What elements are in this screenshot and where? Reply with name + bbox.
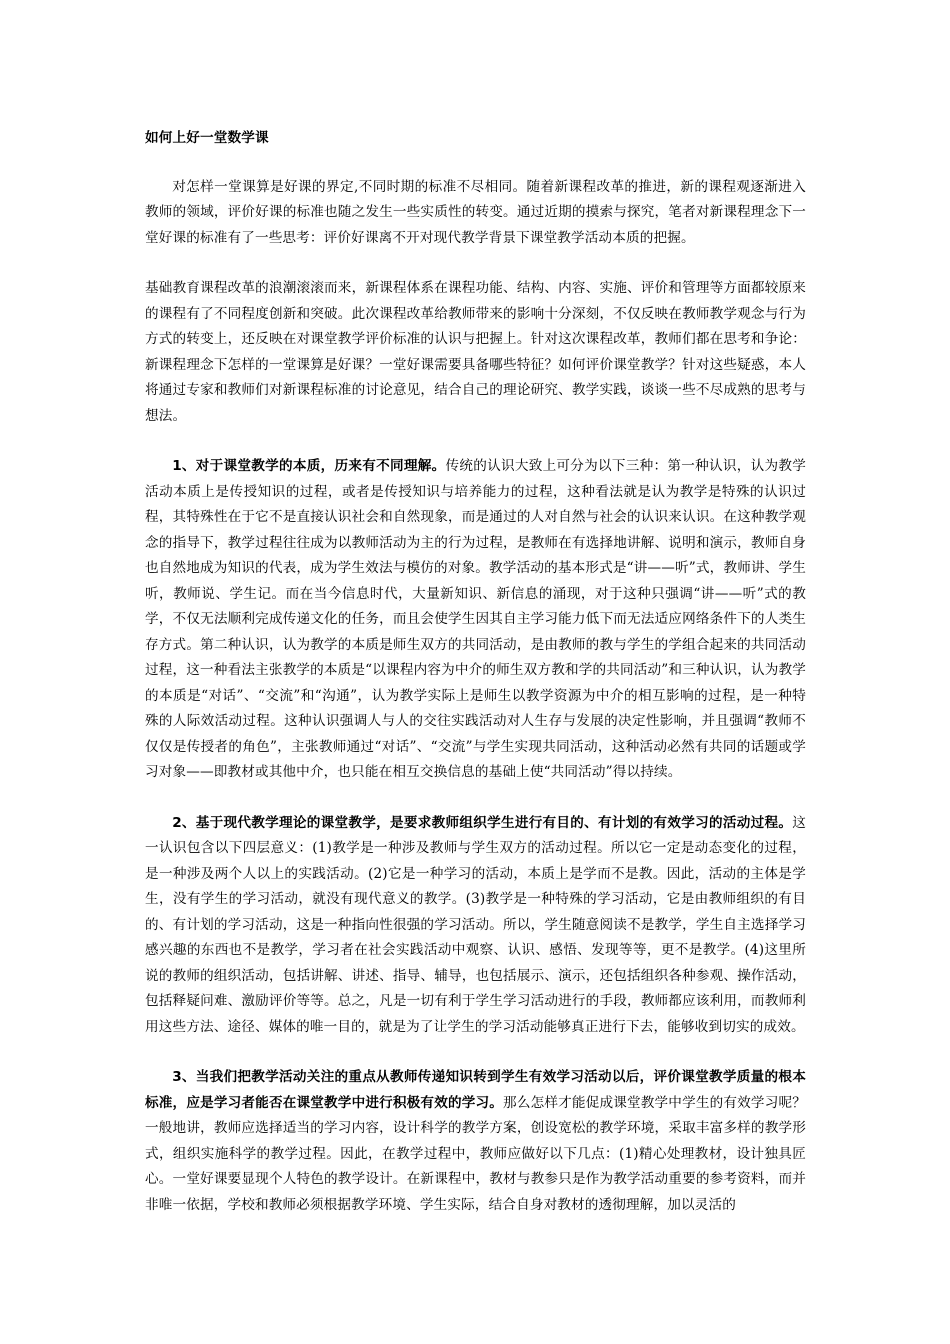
section-2-paragraph (145, 811, 806, 1041)
intro-paragraph: 对怎样一堂课算是好课的界定,不同时期的标准不尽相同。随着新课程改革的推进，新的课程观逐渐进入教师的领域，评价好课的标准也随之发生一些实质性的转变。通过近期的摸索与探究，笔者对新课程理念下一堂好课的标准有了一些思考：评价好课离不开对现代教学背景下课堂教学活动本质的把握。 (145, 178, 806, 246)
section-3-paragraph (145, 1065, 806, 1218)
section-3-body: 那么怎样才能促成课堂教学中学生的有效学习呢？一般地讲，教师应选择适当的学习内容，设计科学的教学方案，创设宽松的教学环境，采取丰富多样的教学形式，组织实施科学的教学过程。因此，在教学过程中，教师应做好以下几点：(1)精心处理教材，设计独具匠心。一堂好课要显现个人特色的教学设计。在新课程中，教材与教参只是作为教学活动重要的参考资料，而并非唯一依据，学校和教师必须根据教学环境、学生实际，结合自身对教材的透彻理解，加以灵活的 (145, 1094, 806, 1213)
section-3-lead: 3、当我们把教学活动关注的重点从教师传递知识转到学生有效学习活动以后，评价课堂教学质量的根本标准，应是学习者能否在课堂教学中进行积极有效的学习。 (145, 1069, 806, 1111)
section-2-lead: 2、基于现代教学理论的课堂教学，是要求教师组织学生进行有目的、有计划的有效学习的活动过程。 (172, 814, 793, 831)
section-1-body: 传统的认识大致上可分为以下三种：第一种认识，认为教学活动本质上是传授知识的过程，或者是传授知识与培养能力的过程，这种看法就是认为教学是特殊的认识过程，其特殊性在于它不是直接认识社会和自然现象，而是通过的人对自然与社会的认识来认识。在这种教学观念的指导下，教学过程往往成为以教师活动为主的行为过程，是教师在有选择地讲解、说明和演示，教师自身也自然地成为知识的代表，成为学生效法与模仿的对象。教学活动的基本形式是“讲——听”式，教师讲、学生听，教师说、学生记。而在当今信息时代，大量新知识、新信息的涌现，对于这种只强调“讲——听”式的教学，不仅无法顺利完成传递文化的任务，而且会使学生因其自主学习能力低下而无法适应网络条件下的人类生存方式。第二种认识，认为教学的本质是师生双方的共同活动，是由教师的教与学生的学组合起来的共同活动过程，这一种看法主张教学的本质是“以课程内容为中介的师生双方教和学的共同活动”和三种认识，认为教学的本质是“对话”、“交流”和“沟通”，认为教学实际上是师生以教学资源为中介的相互影响的过程，是一种特殊的人际效活动过程。这种认识强调人与人的交往实践活动对人生存与发展的决定性影响，并且强调“教师不仅仅是传授者的角色”，主张教师通过“对话”、“交流”与学生实现共同活动，这种活动必然有共同的话题或学习对象——即教材或其他中介，也只能在相互交换信息的基础上使“共同活动”得以持续。 (145, 458, 806, 780)
background-paragraph: 基础教育课程改革的浪潮滚滚而来，新课程体系在课程功能、结构、内容、实施、评价和管理等方面都较原来的课程有了不同程度创新和突破。此次课程改革给教师带来的影响十分深刻，不仅反映在教师教学观念与行为方式的转变上，还反映在对课堂教学评价标准的认识与把握上。针对这次课程改革，教师们都在思考和争论：新课程理念下怎样的一堂课算是好课？一堂好课需要具备哪些特征？如何评价课堂教学？针对这些疑惑，本人将通过专家和教师们对新课程标准的讨论意见，结合自己的理论研究、教学实践，谈谈一些不尽成熟的思考与想法。 (145, 280, 806, 424)
document-title: 如何上好一堂数学课 (145, 130, 269, 146)
section-1-paragraph (145, 454, 806, 786)
section-1-lead: 1、对于课堂教学的本质，历来有不同理解。 (172, 458, 446, 474)
section-2-body: 这一认识包含以下四层意义：(1)教学是一种涉及教师与学生双方的活动过程。所以它一定是动态变化的过程，是一种涉及两个人以上的实践活动。(2)它是一种学习的活动，本质上是学而不是教。因此，活动的主体是学生，没有学生的学习活动，就没有现代意义的教学。(3)教学是一种特殊的学习活动，它是由教师组织的有目的、有计划的学习活动，这是一种指向性很强的学习活动。所以，学生随意阅读不是教学，学生自主选择学习感兴趣的东西也不是教学，学习者在社会实践活动中观察、认识、感悟、发现等等，更不是教学。(4)这里所说的教师的组织活动，包括讲解、讲述、指导、辅导，也包括展示、演示，还包括组织各种参观、操作活动，包括释疑问难、激励评价等等。总之，凡是一切有利于学生学习活动进行的手段，教师都应该利用，而教师利用这些方法、途径、媒体的唯一目的，就是为了让学生的学习活动能够真正进行下去，能够收到切实的成效。 (145, 814, 806, 1035)
